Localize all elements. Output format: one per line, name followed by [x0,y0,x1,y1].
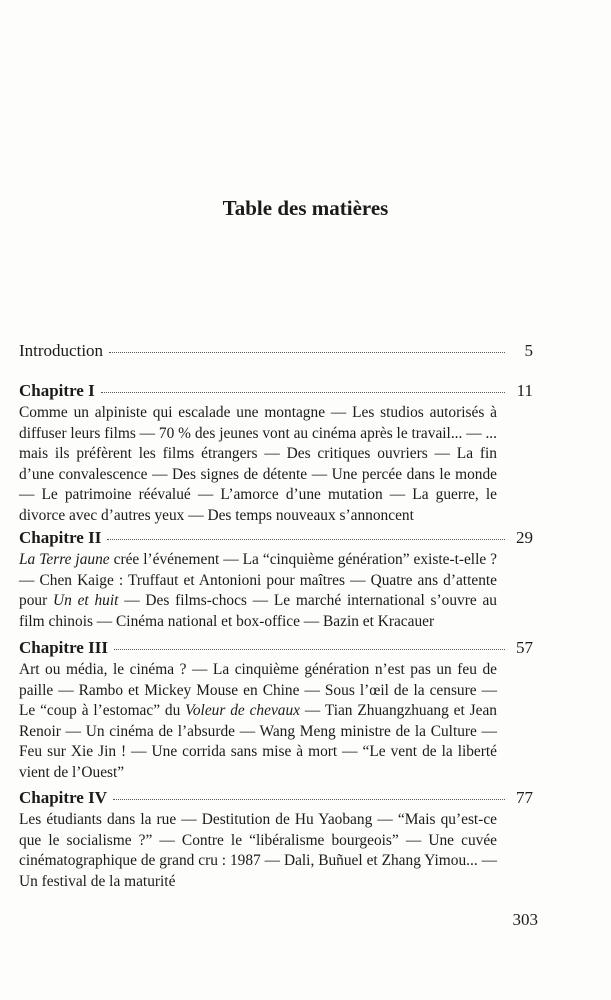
toc-entry-chapitre-1 [19,381,533,526]
toc-entry-chapitre-3 [19,638,533,783]
entry-page-number: 29 [516,528,533,547]
entry-label: Chapitre II [19,528,102,547]
dot-leader [109,352,505,353]
film-title: Voleur de chevaux [185,702,300,719]
entry-page-number: 11 [516,381,533,400]
entry-description: Les étudiants dans la rue — Destitution de Hu Yaobang — “Mais qu’est-ce que le socialisme ?” — Contre le “libéralisme bourgeois” — Une cuvée cinématographique de grand cru : 1987 — Dali, Buñuel et Zhang Yimou... — Un festival de la maturité [19,811,497,890]
entry-label: Chapitre I [19,381,95,400]
page-number: 303 [512,910,538,929]
entry-page-number: 77 [516,788,533,807]
toc-entry-chapitre-4 [19,788,533,892]
dot-leader [114,649,505,650]
dot-leader [107,539,505,540]
entry-description: Comme un alpiniste qui escalade une montagne — Les studios autorisés à diffuser leurs films — 70 % des jeunes vont au cinéma après le travail... — ... mais ils préfèrent les films étrangers — Des critiques ouvriers — La fin d’une convalescence — Des signes de détente — Une percée dans le monde — Le patrimoine réévalué — L’amorce d’une mutation — La guerre, le divorce avec d’autres yeux — Des temps nouveaux s’annoncent [19,404,497,524]
dot-leader [113,799,505,800]
entry-label: Chapitre III [19,638,108,657]
description-text: Art ou média, le cinéma ? — La cinquième génération n’est pas un feu de paille — Rambo et Mickey Mouse en Chine — Sous l’œil de la censure — Le “coup à l’estomac” du [19,661,497,719]
page-title: Table des matières [222,196,389,220]
entry-page-number: 57 [516,638,533,657]
entry-label: Introduction [19,341,104,360]
entry-page-number: 5 [524,341,533,360]
entry-description [19,660,497,783]
entry-label: Chapitre IV [19,788,107,807]
toc-entry-introduction [19,341,533,363]
dot-leader [101,392,505,393]
film-title: Un et huit [53,592,119,609]
description-text: — Des films-chocs — Le marché international s’ouvre au film chinois — Cinéma national et box-office — Bazin et Kracauer [19,592,497,630]
entry-description [19,550,497,632]
toc-entry-chapitre-2 [19,528,533,632]
description-text: crée l’événement — La “cinquième génération” existe-t-elle ? — Chen Kaige : Truffaut et Antonioni pour maîtres — Quatre ans d’attente pour [19,551,497,609]
description-text: — Tian Zhuangzhuang et Jean Renoir — Un cinéma de l’absurde — Wang Meng ministre de la Culture — Feu sur Xie Jin ! — Une corrida sans mise à mort — “Le vent de la liberté vient de l’Ouest” [19,702,497,781]
film-title: La Terre jaune [19,551,110,568]
